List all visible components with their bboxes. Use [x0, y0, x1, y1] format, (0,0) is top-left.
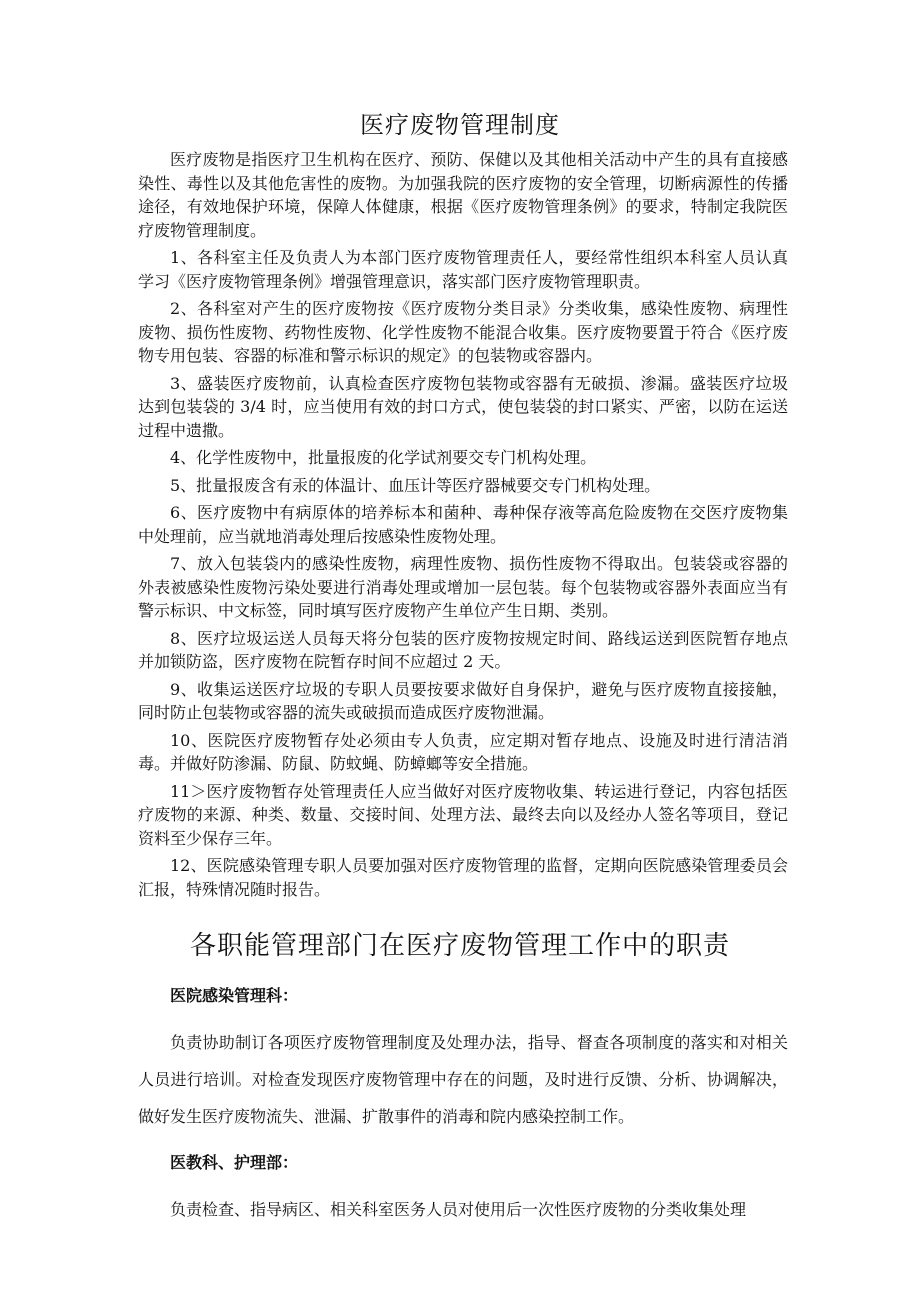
document-title: 医疗废物管理制度 [360, 111, 560, 139]
policy-body [138, 148, 788, 905]
section-title: 各职能管理部门在医疗废物管理工作中的职责 [189, 931, 730, 961]
section-text-medical-nursing: 负责检查、指导病区、相关科室医务人员对使用后一次性医疗废物的分类收集处理 [170, 1200, 747, 1219]
policy-item-12: 12、医院感染管理专职人员要加强对医疗废物管理的监督，定期向医院感染管理委员会汇报，特殊情况随时报告。 [138, 856, 788, 899]
policy-item-6: 6、医疗废物中有病原体的培养标本和菌种、毒种保存液等高危险废物在交医疗废物集中处理前，应当就地消毒处理后按感染性废物处理。 [138, 503, 788, 546]
policy-item-1: 1、各科室主任及负责人为本部门医疗废物管理责任人，要经常性组织本科室人员认真学习《医疗废物管理条例》增强管理意识，落实部门医疗废物管理职责。 [138, 248, 788, 291]
policy-item-4: 4、化学性废物中，批量报废的化学试剂要交专门机构处理。 [170, 448, 597, 467]
policy-item-10: 10、医院医疗废物暂存处必须由专人负责，应定期对暂存地点、设施及时进行清洁消毒。并做好防渗漏、防鼠、防蚊蝇、防蟑螂等安全措施。 [138, 730, 788, 773]
section-heading-infection-control: 医院感染管理科： [170, 986, 299, 1005]
section-text-infection-control: 负责协助制订各项医疗废物管理制度及处理办法，指导、督查各项制度的落实和对相关人员进行培训。对检查发现医疗废物管理中存在的问题，及时进行反馈、分析、协调解决，做好发生医疗废物流失、泄漏、扩散事件的消毒和院内感染控制工作。 [138, 1033, 788, 1126]
policy-item-9: 9、收集运送医疗垃圾的专职人员要按要求做好自身保护，避免与医疗废物直接接触，同时防止包装物或容器的流失或破损而造成医疗废物泄漏。 [138, 679, 788, 722]
policy-item-2: 2、各科室对产生的医疗废物按《医疗废物分类目录》分类收集，感染性废物、病理性废物、损伤性废物、药物性废物、化学性废物不能混合收集。医疗废物要置于符合《医疗废物专用包装、容器的标准和警示标识的规定》的包装物或容器内。 [138, 299, 788, 365]
policy-item-11: 11＞医疗废物暂存处管理责任人应当做好对医疗废物收集、转运进行登记，内容包括医疗废物的来源、种类、数量、交接时间、处理方法、最终去向以及经办人签名等项目，登记资料至少保存三年。 [138, 781, 788, 848]
policy-item-7: 7、放入包装袋内的感染性废物，病理性废物、损伤性废物不得取出。包装袋或容器的外表被感染性废物污染处要进行消毒处理或增加一层包装。每个包装物或容器外表面应当有警示标识、中文标签，同时填写医疗废物产生单位产生日期、类别。 [138, 554, 788, 620]
responsibilities-body [138, 984, 788, 1244]
policy-item-5: 5、批量报废含有汞的体温计、血压计等医疗器械要交专门机构处理。 [170, 475, 661, 495]
policy-item-3: 3、盛装医疗废物前，认真检查医疗废物包装物或容器有无破损、渗漏。盛装医疗垃圾达到包装袋的 3/4 时，应当使用有效的封口方式，使包装袋的封口紧实、严密，以防在运送过程中遗撒。 [138, 373, 788, 440]
section-heading-medical-nursing: 医教科、护理部： [170, 1153, 299, 1172]
intro-paragraph: 医疗废物是指医疗卫生机构在医疗、预防、保健以及其他相关活动中产生的具有直接感染性、毒性以及其他危害性的废物。为加强我院的医疗废物的安全管理，切断病源性的传播途径，有效地保护环境，保障人体健康，根据《医疗废物管理条例》的要求，特制定我院医疗废物管理制度。 [138, 150, 788, 240]
policy-item-8: 8、医疗垃圾运送人员每天将分包装的医疗废物按规定时间、路线运送到医院暂存地点并加锁防盗，医疗废物在院暂存时间不应超过 2 天。 [138, 628, 788, 671]
